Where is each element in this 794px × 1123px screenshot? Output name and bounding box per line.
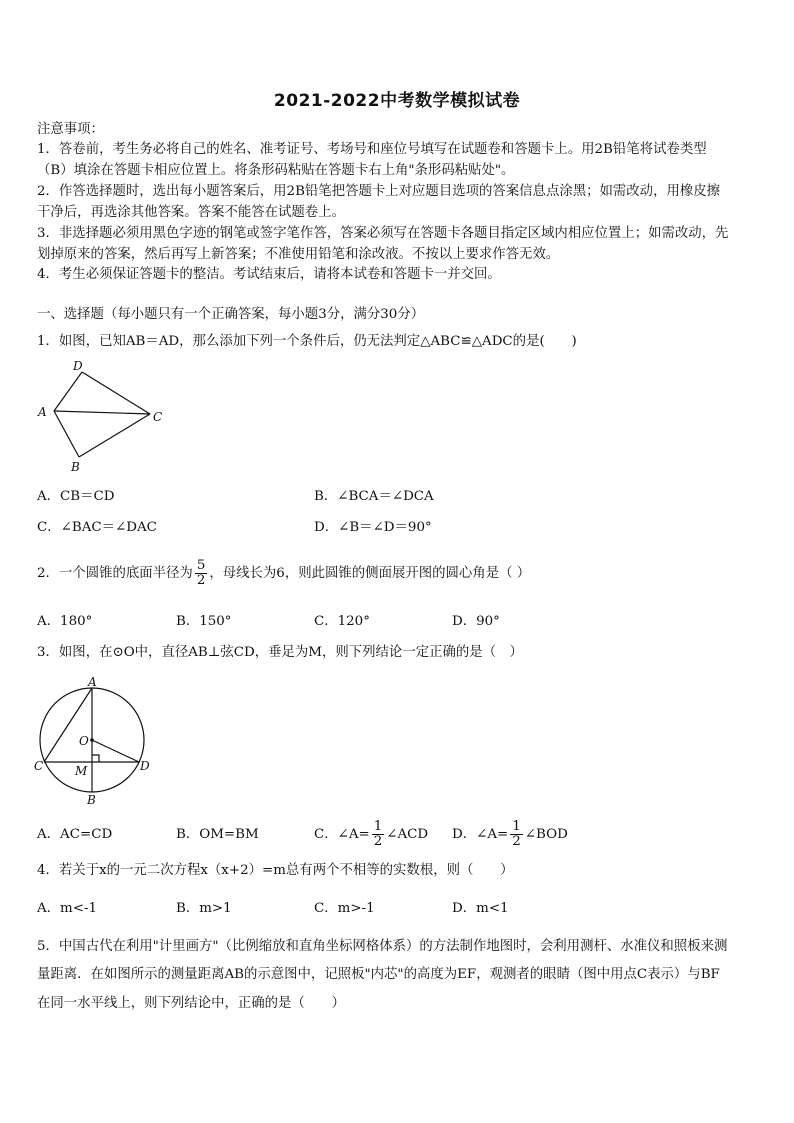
q3-label-c: C [34, 759, 44, 773]
q5-line: 5．中国古代在利用"计里画方"（比例缩放和直角坐标网格体系）的方法制作地图时，会利用测杆、水准仪和照板来测 [37, 939, 728, 954]
q2-option-d: D．90° [452, 614, 500, 629]
q1-label-b: B [71, 460, 80, 474]
q3-option-c-post: ∠ACD [386, 827, 429, 842]
q3-label-a: A [88, 675, 97, 689]
q3-stem: 3．如图，在⊙O中，直径AB⊥弦CD，垂足为M，则下列结论一定正确的是（ ） [37, 645, 523, 660]
notice-line: 干净后，再选涂其他答案。答案不能答在试题卷上。 [37, 205, 345, 220]
q3-label-o: O [79, 734, 89, 748]
q2-option-c: C．120° [314, 614, 370, 629]
q2-option-a: A．180° [37, 614, 93, 629]
q1-option-a: A．CB＝CD [37, 489, 115, 504]
q3-label-d: D [140, 759, 150, 773]
q1-label-a: A [38, 405, 47, 419]
q2-stem [37, 556, 530, 592]
q4-option-a: A．m<-1 [37, 901, 98, 916]
q3-option-b: B．OM=BM [176, 827, 259, 842]
q3-option-d [452, 816, 568, 854]
notice-line: 划掉原来的答案，然后再写上新答案；不准使用铅笔和涂改液。不按以上要求作答无效。 [37, 247, 560, 262]
notice-heading: 注意事项： [37, 122, 104, 137]
q2-frac-den: 2 [196, 573, 206, 588]
section-heading: 一、选择题（每小题只有一个正确答案，每小题3分，满分30分） [37, 307, 425, 322]
q1-quadrilateral-figure [32, 354, 172, 476]
q3-d-frac-num: 1 [512, 819, 521, 834]
q4-stem: 4．若关于x的一元二次方程x（x+2）=m总有两个不相等的实数根，则（ ） [37, 863, 514, 878]
q3-label-b: B [87, 793, 96, 806]
q3-d-frac-den: 2 [512, 834, 521, 849]
q3-option-a: A．AC=CD [37, 827, 113, 842]
q3-option-d-pre: D．∠A= [452, 827, 509, 842]
q1-label-d: D [73, 359, 83, 373]
page-title: 2021-2022中考数学模拟试卷 [273, 91, 521, 111]
q3-option-d-post: ∠BOD [524, 827, 568, 842]
notice-line: 4．考生必须保证答题卡的整洁。考试结束后，请将本试卷和答题卡一并交回。 [37, 267, 501, 282]
q2-frac-num: 5 [196, 558, 206, 573]
q1-label-c: C [153, 410, 163, 424]
notice-line: 3．非选择题必须用黑色字迹的钢笔或签字笔作答，答案必须写在答题卡各题目指定区域内相应位置上；如需改动，先 [37, 226, 729, 241]
q3-c-frac-den: 2 [373, 834, 383, 849]
q2-option-b: B．150° [176, 614, 232, 629]
q3-option-c-pre: C．∠A= [314, 827, 370, 842]
q1-option-d: D．∠B＝∠D＝90° [314, 520, 432, 535]
notice-line: （B）填涂在答题卡相应位置上。将条形码粘贴在答题卡右上角"条形码粘贴处"。 [37, 163, 515, 178]
q1-stem: 1．如图，已知AB＝AD，那么添加下列一个条件后，仍无法判定△ABC≌△ADC的是( ) [37, 334, 577, 349]
q3-option-c-fraction [372, 820, 385, 849]
q4-option-b: B．m>1 [176, 901, 232, 916]
q1-option-c: C．∠BAC＝∠DAC [37, 520, 157, 535]
q2-fraction [195, 559, 208, 588]
q4-option-d: D．m<1 [452, 901, 509, 916]
q3-circle-figure [30, 674, 160, 806]
notice-line: 2．作答选择题时，选出每小题答案后，用2B铅笔把答题卡上对应题目选项的答案信息点涂黑；如需改动，用橡皮擦 [37, 184, 721, 199]
q5-line: 量距离．在如图所示的测量距离AB的示意图中，记照板"内芯"的高度为EF，观测者的眼睛（图中用点C表示）与BF [37, 967, 720, 982]
q2-stem-pre: 2．一个圆锥的底面半径为 [37, 566, 193, 581]
q3-label-m: M [75, 764, 88, 778]
q3-option-c [314, 816, 428, 854]
q5-line: 在同一水平线上，则下列结论中，正确的是（ ） [37, 996, 345, 1011]
q1-option-b: B．∠BCA＝∠DCA [314, 489, 434, 504]
q3-center-point [90, 738, 94, 742]
q4-option-c: C．m>-1 [314, 901, 375, 916]
notice-line: 1．答卷前，考生务必将自己的姓名、准考证号、考场号和座位号填写在试题卷和答题卡上。用2B铅笔将试卷类型 [37, 142, 707, 157]
q3-c-frac-num: 1 [373, 819, 383, 834]
q3-option-d-fraction [510, 820, 523, 849]
q2-stem-post: ，母线长为6，则此圆锥的侧面展开图的圆心角是（ ） [209, 566, 531, 581]
